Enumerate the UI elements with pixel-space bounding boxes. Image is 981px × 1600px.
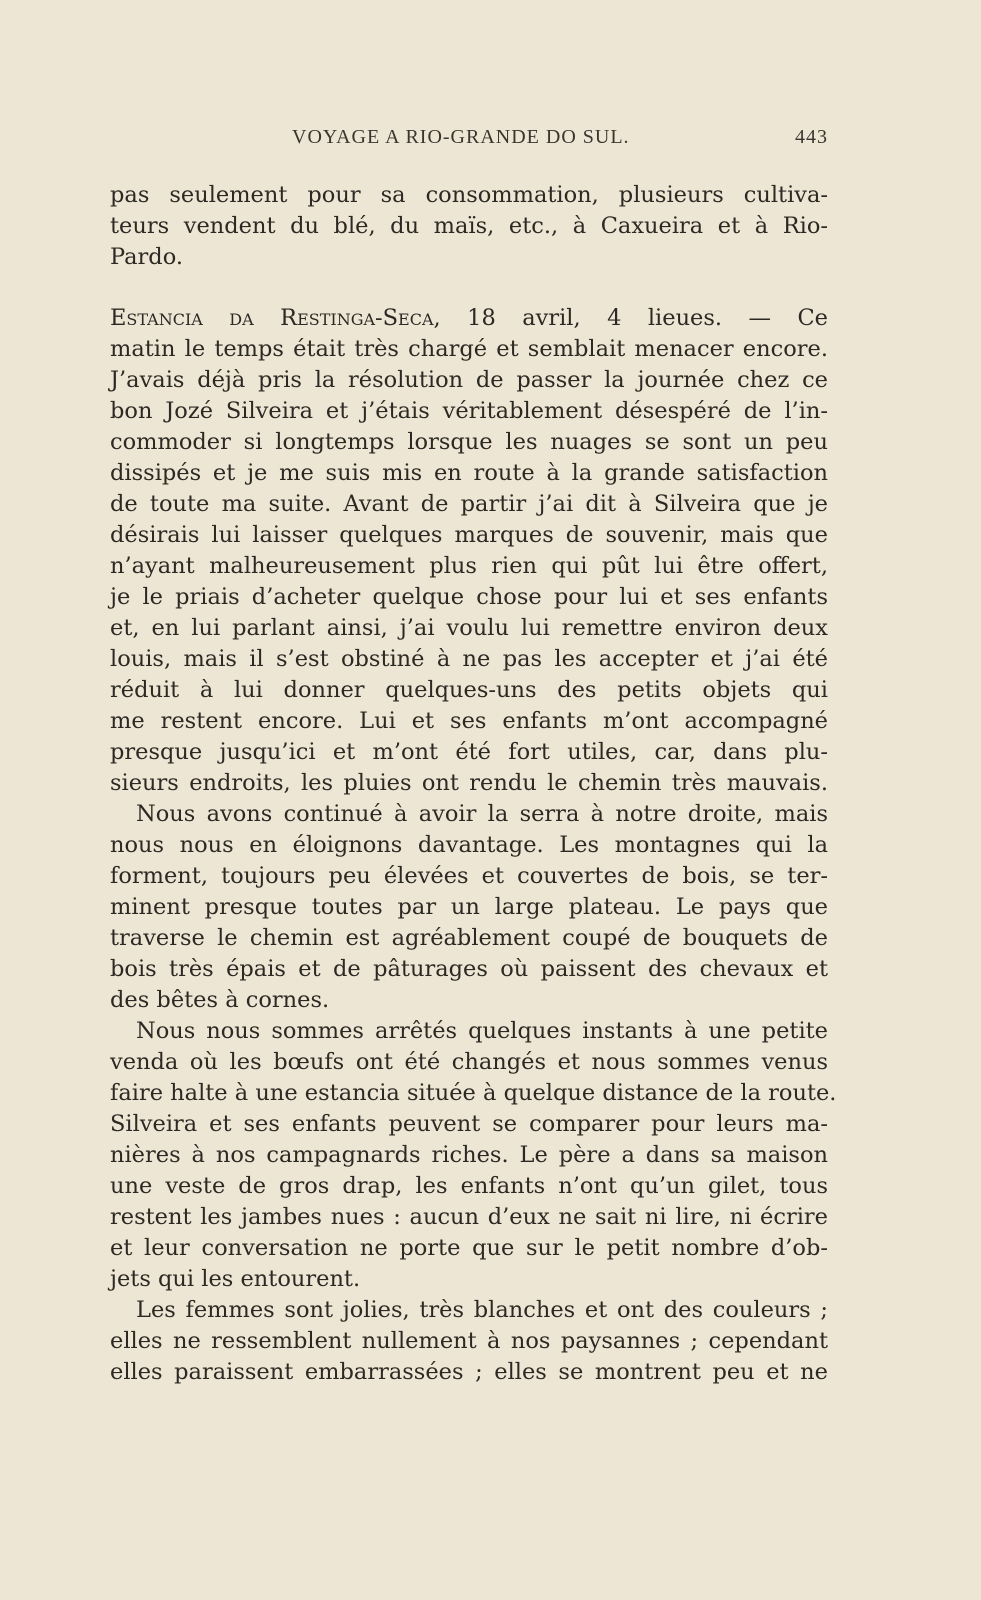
text-line: réduit à lui donner quelques-uns des petits objets qui (110, 677, 828, 703)
text-line: elles paraissent embarrassées ; elles se montrent peu et ne (110, 1359, 828, 1385)
text-line: sieurs endroits, les pluies ont rendu le chemin très mauvais. (110, 770, 828, 796)
section-spacer (110, 273, 828, 303)
running-title: VOYAGE A RIO-GRANDE DO SUL. (292, 126, 630, 148)
text-line: et leur conversation ne porte que sur le petit nombre d’ob- (110, 1235, 828, 1261)
text-line: venda où les bœufs ont été changés et nous sommes venus (110, 1049, 828, 1075)
text-line: une veste de gros drap, les enfants n’ont qu’un gilet, tous (110, 1173, 828, 1199)
page-header (110, 126, 828, 156)
text-line: n’ayant malheureusement plus rien qui pût lui être offert, (110, 553, 828, 579)
text-line: et, en lui parlant ainsi, j’ai voulu lui remettre environ deux (110, 615, 828, 641)
entry-heading-line (110, 303, 828, 334)
text-line: louis, mais il s’est obstiné à ne pas les accepter et j’ai été (110, 646, 828, 672)
text-line: J’avais déjà pris la résolution de passer la journée chez ce (110, 367, 828, 393)
text-line: Silveira et ses enfants peuvent se comparer pour leurs ma- (110, 1111, 828, 1137)
text-line: dissipés et je me suis mis en route à la grande satisfaction (110, 460, 828, 486)
text-line: minent presque toutes par un large plateau. Le pays que (110, 894, 828, 920)
text-line: teurs vendent du blé, du maïs, etc., à Caxueira et à Rio- (110, 213, 828, 239)
text-line: bois très épais et de pâturages où paissent des chevaux et (110, 956, 828, 982)
text-line: nières à nos campagnards riches. Le père a dans sa maison (110, 1142, 828, 1168)
text-line: commoder si longtemps lorsque les nuages se sont un peu (110, 429, 828, 455)
text-line: me restent encore. Lui et ses enfants m’ont accompagné (110, 708, 828, 734)
text-line: faire halte à une estancia située à quelque distance de la route. (110, 1080, 837, 1106)
text-line: forment, toujours peu élevées et couvertes de bois, se ter- (110, 863, 828, 889)
entry-heading-rest: , 18 avril, 4 lieues. — Ce (433, 305, 828, 331)
text-line: de toute ma suite. Avant de partir j’ai dit à Silveira que je (110, 491, 828, 517)
text-line: Pardo. (110, 244, 184, 270)
text-line: pas seulement pour sa consommation, plusieurs cultiva- (110, 182, 828, 208)
text-line: Nous avons continué à avoir la serra à notre droite, mais (136, 801, 828, 827)
text-line: bon Jozé Silveira et j’étais véritablement désespéré de l’in- (110, 398, 828, 424)
text-line: Nous nous sommes arrêtés quelques instants à une petite (136, 1018, 828, 1044)
page-number: 443 (795, 126, 828, 148)
text-line: elles ne ressemblent nullement à nos paysannes ; cependant (110, 1328, 828, 1354)
text-line: restent les jambes nues : aucun d’eux ne sait ni lire, ni écrire (110, 1204, 828, 1230)
text-line: Les femmes sont jolies, très blanches et ont des couleurs ; (136, 1297, 828, 1323)
entry-heading: Estancia da Restinga-Seca (110, 305, 434, 331)
body-text (110, 180, 837, 1388)
text-line: matin le temps était très chargé et semblait menacer encore. (110, 336, 828, 362)
text-line: des bêtes à cornes. (110, 987, 330, 1013)
text-line: presque jusqu’ici et m’ont été fort utiles, car, dans plu- (110, 739, 828, 765)
text-line: nous nous en éloignons davantage. Les montagnes qui la (110, 832, 828, 858)
text-line: désirais lui laisser quelques marques de souvenir, mais que (110, 522, 828, 548)
text-line: je le priais d’acheter quelque chose pour lui et ses enfants (110, 584, 828, 610)
text-line: jets qui les entourent. (110, 1266, 361, 1292)
text-line: traverse le chemin est agréablement coupé de bouquets de (110, 925, 828, 951)
